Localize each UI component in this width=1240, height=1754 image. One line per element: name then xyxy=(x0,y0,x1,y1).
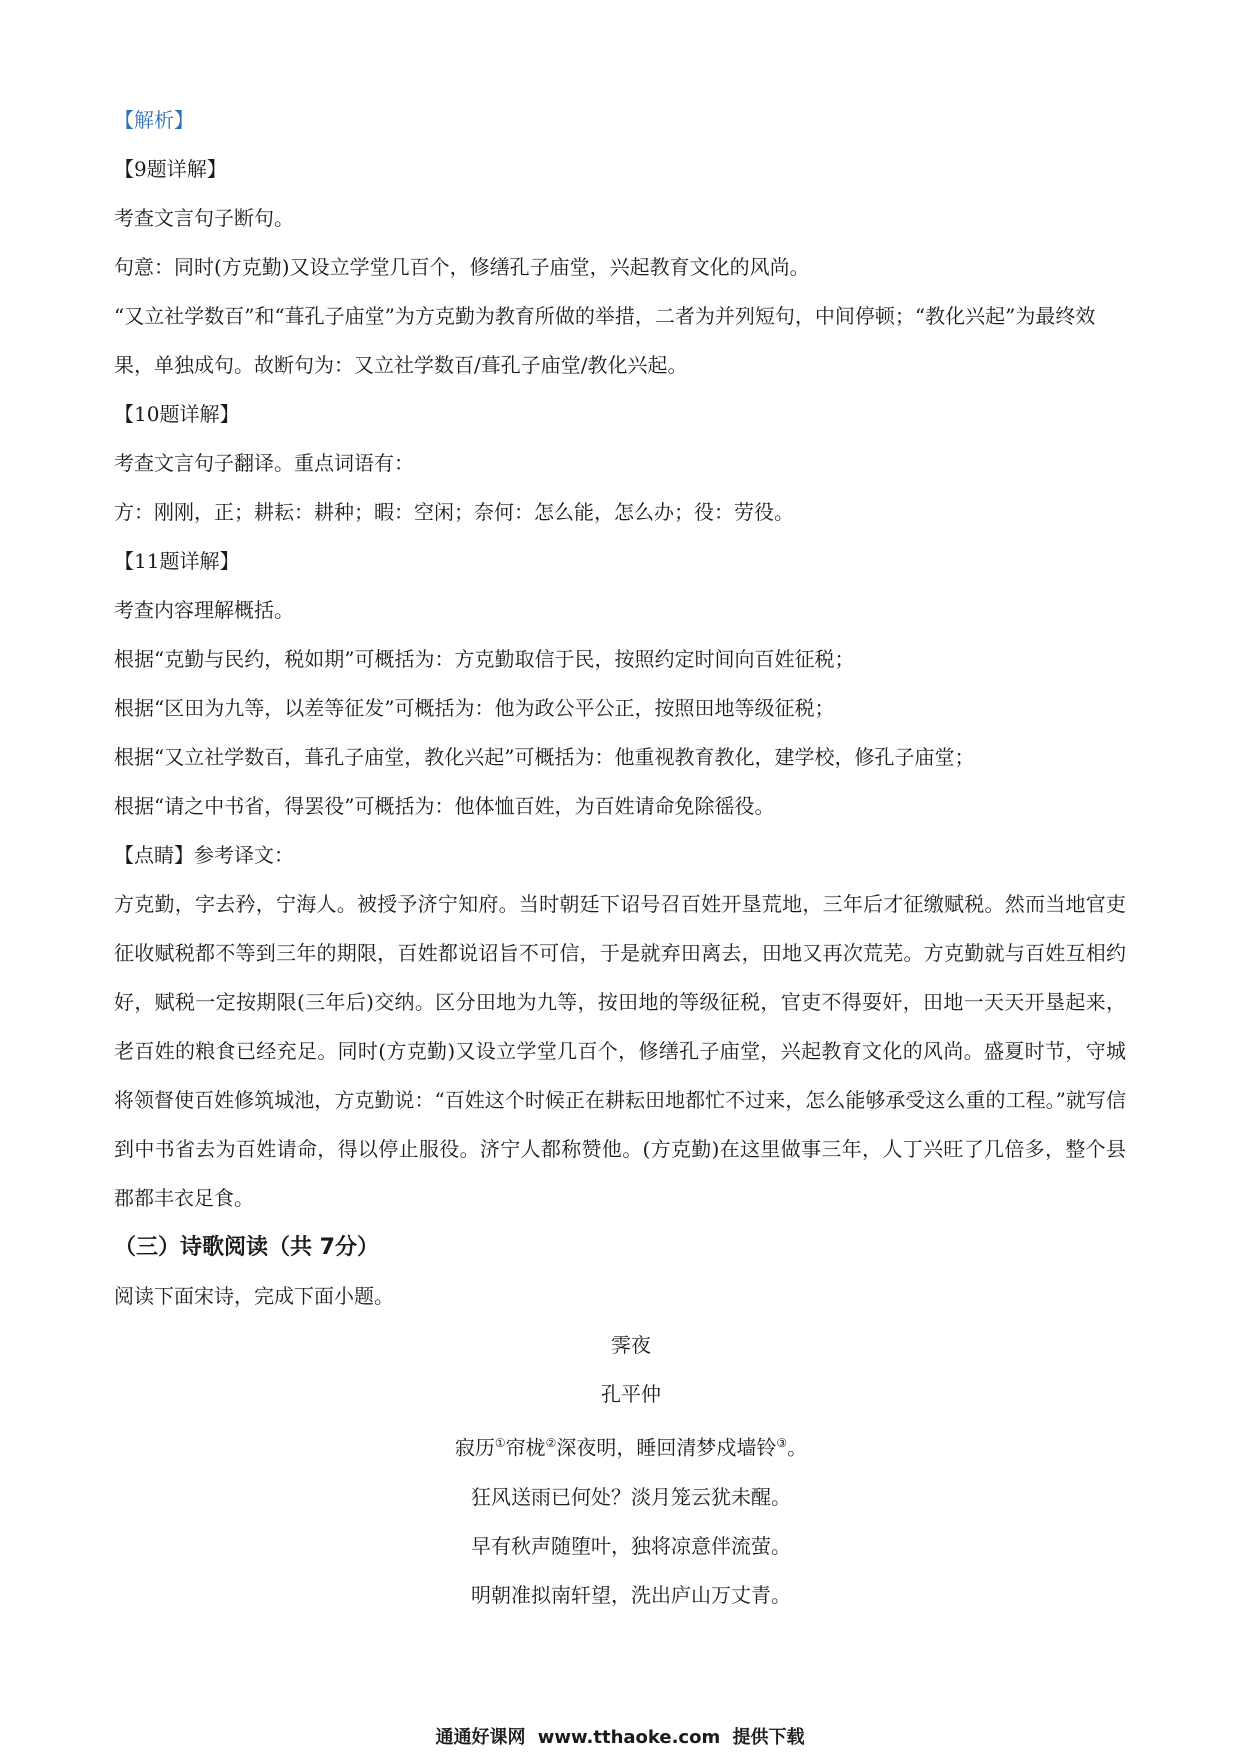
footer-url: www.tthaoke.com xyxy=(537,1727,721,1748)
q9-meaning: 句意：同时(方克勤)又设立学堂几百个，修缮孔子庙堂，兴起教育文化的风尚。 xyxy=(114,255,810,279)
poem-author: 孔平仲 xyxy=(601,1382,661,1406)
poetry-instruction: 阅读下面宋诗，完成下面小题。 xyxy=(114,1284,394,1308)
q10-heading: 【10题详解】 xyxy=(114,402,240,426)
page-footer xyxy=(0,1723,1240,1749)
footer-site-name: 通通好课网 xyxy=(435,1727,526,1748)
section-poetry-title: （三）诗歌阅读（共 7分） xyxy=(114,1235,379,1260)
poem-line-1-part-a: 寂历 xyxy=(454,1435,495,1460)
q11-point-2: 根据“区田为九等，以差等征发”可概括为：他为政公平公正，按照田地等级征税； xyxy=(114,696,835,720)
footer-suffix: 提供下载 xyxy=(732,1727,805,1748)
poem-line-1-part-b: 帘栊 xyxy=(505,1435,546,1460)
poem-line-3: 早有秋声随堕叶，独将凉意伴流萤。 xyxy=(471,1533,791,1558)
reference-translation: 方克勤，字去矜，宁海人。被授予济宁知府。当时朝廷下诏号召百姓开垦荒地，三年后才征缴赋税。然而当地官吏征收赋税都不等到三年的期限，百姓都说诏旨不可信，于是就弃田离去，田地又再次荒芜。方克勤就与百姓互相约好，赋税一定按期限(三年后)交纳。区分田地为九等，按田地的等级征税，官吏不得耍奸，田地一天天开垦起来，老百姓的粮食已经充足。同时(方克勤)又设立学堂几百个，修缮孔子庙堂，兴起教育文化的风尚。盛夏时节，守城将领督使百姓修筑城池，方克勤说：“百姓这个时候正在耕耘田地都忙不过来，怎么能够承受这么重的工程。”就写信到中书省去为百姓请命，得以停止服役。济宁人都称赞他。(方克勤)在这里做事三年，人丁兴旺了几倍多，整个县郡都丰衣足食。 xyxy=(114,892,1126,1210)
footnote-marker-2: ② xyxy=(545,1436,557,1450)
q11-topic: 考查内容理解概括。 xyxy=(114,598,294,622)
poem-title: 霁夜 xyxy=(611,1333,651,1357)
q9-analysis: “又立社学数百”和“葺孔子庙堂”为方克勤为教育所做的举措，二者为并列短句，中间停顿；“教化兴起”为最终效果，单独成句。故断句为：又立社学数百/葺孔子庙堂/教化兴起。 xyxy=(114,304,1096,377)
q10-key-words: 方：刚刚，正；耕耘：耕种；暇：空闲；奈何：怎么能，怎么办；役：劳役。 xyxy=(114,500,794,524)
document-page xyxy=(114,96,1126,1620)
q11-heading: 【11题详解】 xyxy=(114,549,240,573)
footnote-marker-3: ③ xyxy=(776,1436,788,1450)
poem-line-2: 狂风送雨已何处？淡月笼云犹未醒。 xyxy=(471,1484,791,1509)
poem-line-1-part-d: 。 xyxy=(787,1435,808,1460)
q9-heading: 【9题详解】 xyxy=(114,157,227,181)
q9-topic: 考查文言句子断句。 xyxy=(114,206,294,230)
poem-line-4: 明朝准拟南轩望，洗出庐山万丈青。 xyxy=(471,1582,791,1607)
analysis-heading: 【解析】 xyxy=(114,108,194,132)
footnote-marker-1: ① xyxy=(494,1436,506,1450)
poem-line-1 xyxy=(114,1419,1126,1473)
q11-point-1: 根据“克勤与民约，税如期”可概括为：方克勤取信于民，按照约定时间向百姓征税； xyxy=(114,647,855,671)
q11-point-4: 根据“请之中书省，得罢役”可概括为：他体恤百姓，为百姓请命免除徭役。 xyxy=(114,794,775,818)
q10-topic: 考查文言句子翻译。重点词语有： xyxy=(114,451,414,475)
poem-line-1-part-c: 深夜明，睡回清梦戍墙铃 xyxy=(556,1435,777,1460)
dianjing-heading: 【点睛】参考译文： xyxy=(114,843,294,867)
q11-point-3: 根据“又立社学数百，葺孔子庙堂，教化兴起”可概括为：他重视教育教化，建学校，修孔子庙堂； xyxy=(114,745,975,769)
